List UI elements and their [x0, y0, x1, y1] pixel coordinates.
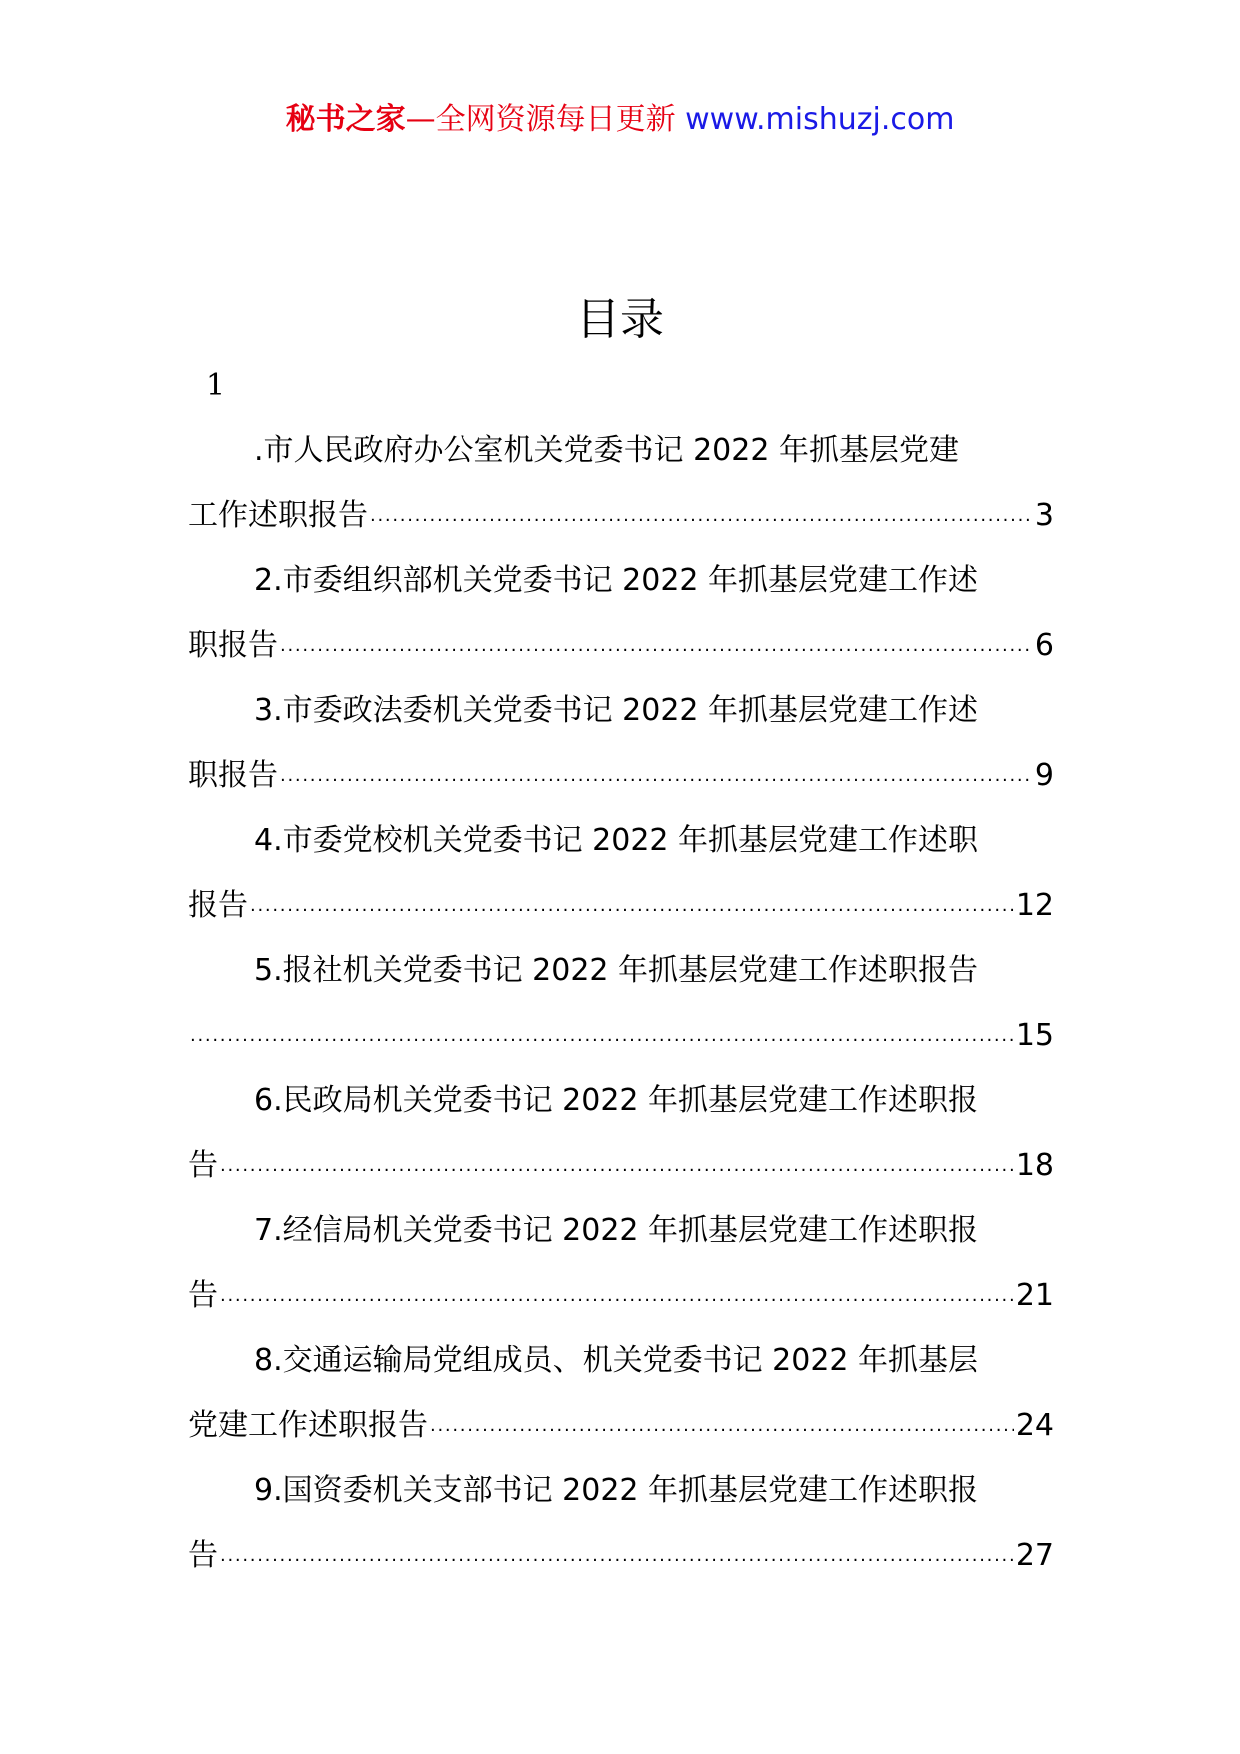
dot-leader — [220, 1275, 1014, 1305]
toc-entry[interactable] — [188, 808, 1054, 938]
page-title: 目录 — [576, 294, 664, 345]
brand-name: 秘书之家 — [285, 102, 406, 137]
toc-entry-title: 4.市委党校机关党委书记 2022 年抓基层党建工作述职 — [254, 823, 979, 858]
dot-leader — [220, 1145, 1014, 1175]
dot-leader — [280, 625, 1033, 655]
toc-entry-title-cont: 职报告 — [188, 758, 278, 793]
toc-entry-title-cont: 职报告 — [188, 628, 278, 663]
toc-entry-title: 3.市委政法委机关党委书记 2022 年抓基层党建工作述 — [254, 693, 979, 728]
toc-entry-title-cont: 报告 — [188, 888, 248, 923]
toc-entry-title: 5.报社机关党委书记 2022 年抓基层党建工作述职报告 — [254, 953, 979, 988]
toc-entry[interactable] — [188, 938, 1054, 1068]
toc-page-number: 18 — [1015, 1148, 1054, 1183]
site-url-link[interactable]: www.mishuzj.com — [685, 102, 955, 137]
toc-marker: 1 — [206, 368, 226, 403]
dot-leader — [190, 1015, 1014, 1045]
toc-page-number: 24 — [1015, 1408, 1054, 1443]
toc-entry[interactable] — [188, 418, 1054, 548]
toc-entry-title-cont: 工作述职报告 — [188, 498, 368, 533]
toc-entry-title: 2.市委组织部机关党委书记 2022 年抓基层党建工作述 — [254, 563, 979, 598]
dot-leader — [430, 1405, 1014, 1435]
toc-entry-title: 9.国资委机关支部书记 2022 年抓基层党建工作述职报 — [254, 1473, 979, 1508]
dot-leader — [280, 755, 1033, 785]
toc-entry[interactable] — [188, 548, 1054, 678]
toc-entry[interactable] — [188, 1068, 1054, 1198]
toc-entry-title: 6.民政局机关党委书记 2022 年抓基层党建工作述职报 — [254, 1083, 979, 1118]
toc-page-number: 6 — [1034, 628, 1054, 663]
table-of-contents — [188, 418, 1054, 1588]
toc-entry[interactable] — [188, 678, 1054, 808]
toc-page-number: 9 — [1034, 758, 1054, 793]
toc-entry-title-cont: 党建工作述职报告 — [188, 1408, 428, 1443]
toc-page-number: 21 — [1015, 1278, 1054, 1313]
toc-entry-title-cont: 告 — [188, 1278, 218, 1313]
toc-entry[interactable] — [188, 1328, 1054, 1458]
toc-entry-title: 7.经信局机关党委书记 2022 年抓基层党建工作述职报 — [254, 1213, 979, 1248]
dot-leader — [220, 1535, 1014, 1565]
toc-entry-title-cont: 告 — [188, 1148, 218, 1183]
toc-entry-title-cont: 告 — [188, 1538, 218, 1573]
dot-leader — [250, 885, 1014, 915]
toc-page-number: 15 — [1015, 1018, 1054, 1053]
toc-page-number: 27 — [1015, 1538, 1054, 1573]
header-tagline: —全网资源每日更新 — [405, 102, 676, 137]
dot-leader — [370, 495, 1033, 525]
toc-page-number: 3 — [1034, 498, 1054, 533]
toc-entry[interactable] — [188, 1198, 1054, 1328]
toc-entry[interactable] — [188, 1458, 1054, 1588]
toc-entry-title: .市人民政府办公室机关党委书记 2022 年抓基层党建 — [254, 433, 959, 468]
toc-entry-title: 8.交通运输局党组成员、机关党委书记 2022 年抓基层 — [254, 1343, 979, 1378]
toc-page-number: 12 — [1015, 888, 1054, 923]
site-header — [0, 100, 1240, 140]
